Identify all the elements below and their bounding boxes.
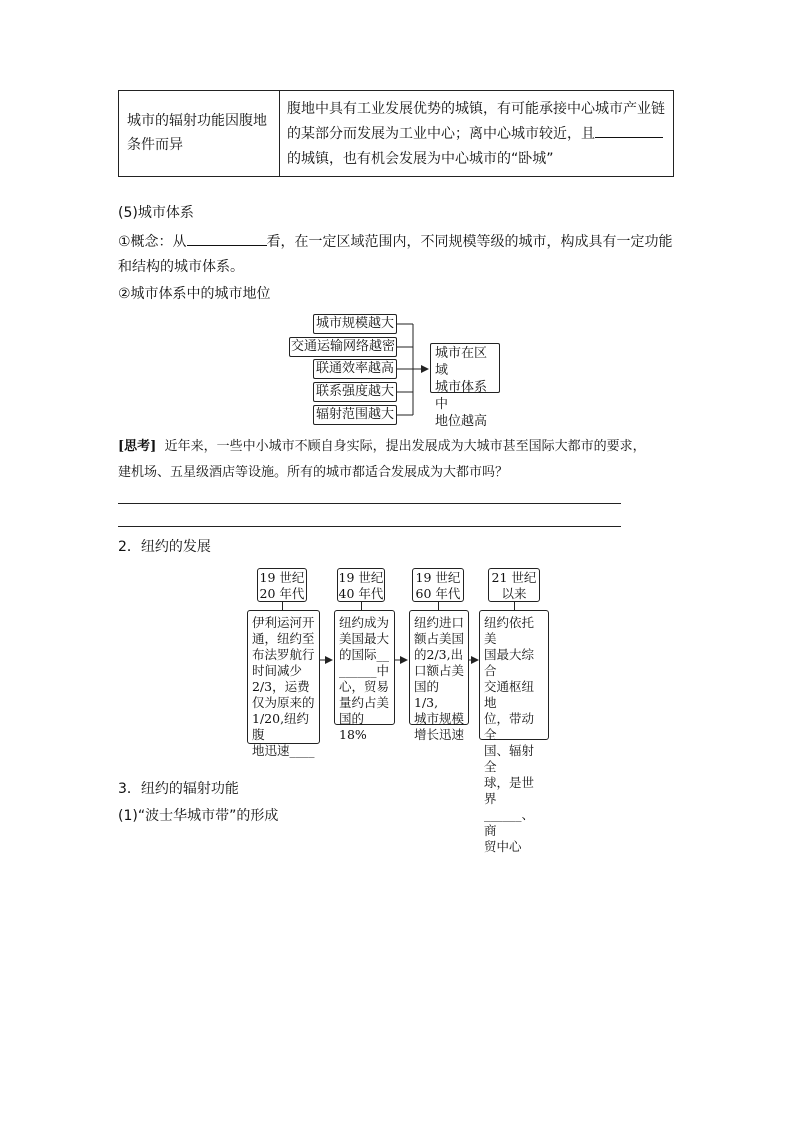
period-line: 19 世纪 (338, 570, 384, 585)
think-text-1: 近年来，一些中小城市不顾自身实际，提出发展成为大城市甚至国际大都市的要求， (164, 439, 646, 454)
timeline-period (337, 568, 385, 602)
section-3-sub-1: (1)“波士华城市带”的形成 (118, 808, 279, 824)
period-line: 20 年代 (259, 586, 305, 601)
timeline-link (514, 602, 515, 610)
condition-box: 联通效率越高 (313, 359, 397, 379)
timeline-event: 纽约依托美 国最大综合 交通枢纽地 位，带动全 国、辐射全 球，是世界 ______、商 贸中心 (479, 610, 549, 740)
period-line: 40 年代 (338, 586, 384, 601)
section-2-heading: 2．纽约的发展 (118, 539, 211, 555)
result-line: 地位越高 (435, 414, 488, 429)
timeline-link (282, 602, 283, 610)
timeline-period (412, 568, 464, 602)
timeline-event: 纽约成为 美国最大 的国际__ ______中 心，贸易 量约占美 国的 18% (334, 610, 395, 725)
think-line-1 (118, 434, 678, 460)
table-right-line-3: 的城镇，也有机会发展为中心城市的“卧城” (287, 151, 554, 167)
section-5-heading: (5)城市体系 (118, 205, 194, 221)
timeline-link (438, 602, 439, 610)
table-right-line-1: 腹地中具有工业发展优势的城镇，有可能承接中心城市产业链 (287, 101, 665, 117)
period-line: 以来 (501, 586, 527, 601)
position-heading: ②城市体系中的城市地位 (118, 286, 271, 302)
section-3-heading: 3．纽约的辐射功能 (118, 781, 239, 797)
condition-box: 交通运输网络越密 (289, 337, 397, 357)
answer-line[interactable] (118, 526, 621, 527)
concept-suffix: 看，在一定区域范围内，不同规模等级的城市，构成具有一定功能 (266, 234, 673, 250)
concept-prefix: ①概念：从 (118, 234, 187, 250)
condition-box: 联系强度越大 (313, 382, 397, 402)
think-paragraph (118, 434, 678, 486)
table-right-line-2-text: 的某部分而发展为工业中心；离中心城市较近，且 (287, 126, 595, 142)
think-label: [思考] (118, 439, 157, 454)
period-line: 19 世纪 (415, 570, 461, 585)
result-line: 城市在区域 (435, 346, 488, 378)
period-line: 21 世纪 (491, 570, 537, 585)
period-line: 19 世纪 (259, 570, 305, 585)
timeline-period (488, 568, 540, 602)
period-line: 60 年代 (415, 586, 461, 601)
timeline-event: 伊利运河开 通，纽约至 布法罗航行 时间减少 2/3，运费 仅为原来的 1/20,纽约腹 地迅速____ (247, 610, 320, 744)
answer-line[interactable] (118, 503, 621, 504)
condition-box: 辐射范围越大 (313, 405, 397, 425)
concept-line-2: 和结构的城市体系。 (118, 259, 244, 275)
result-line: 城市体系中 (435, 380, 488, 412)
timeline-link (361, 602, 362, 610)
table-left-cell: 城市的辐射功能因腹地条件而异 (127, 113, 267, 153)
timeline-period (257, 568, 307, 602)
timeline-event: 纽约进口 额占美国 的2/3,出 口额占美 国的 1/3, 城市规模 增长迅速 (409, 610, 469, 725)
condition-box: 城市规模越大 (313, 314, 397, 334)
think-line-2: 建机场、五星级酒店等设施。所有的城市都适合发展成为大都市吗？ (118, 465, 509, 480)
result-box (430, 343, 500, 429)
